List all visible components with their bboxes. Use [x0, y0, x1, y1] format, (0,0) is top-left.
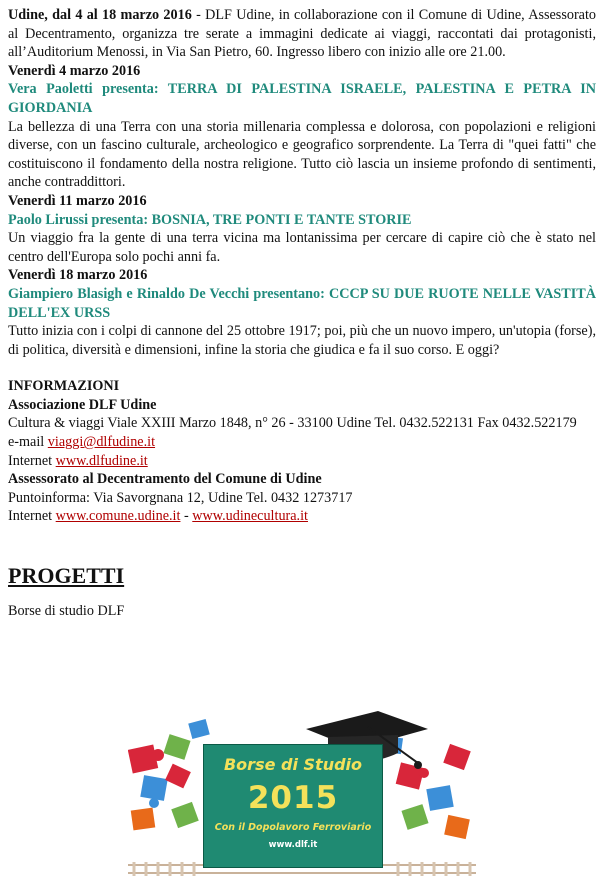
- comune-site-link[interactable]: www.comune.udine.it: [55, 508, 181, 525]
- event-3-title: Giampiero Blasigh e Rinaldo De Vecchi presentano: CCCP SU DUE RUOTE NELLE VASTITÀ DELL'EX URSS: [8, 285, 596, 321]
- intro-lead: Udine, dal 4 al 18 marzo 2016: [8, 7, 192, 23]
- intro-paragraph: [8, 6, 596, 62]
- org1-name: Associazione DLF Udine: [8, 396, 157, 413]
- event-1-title: Vera Paoletti presenta: TERRA DI PALESTINA ISRAELE, PALESTINA E PETRA IN GIORDANIA: [8, 81, 596, 116]
- event-2-date: Venerdì 11 marzo 2016: [8, 192, 147, 209]
- org2-name: Assessorato al Decentramento del Comune di Udine: [8, 471, 322, 488]
- email-label: e-mail: [8, 434, 48, 451]
- document-body: [8, 6, 596, 621]
- event-2-description: Un viaggio fra la gente di una terra vicina ma lontanissima per cercare di capire ciò che è stato nel centro dell'Europa solo pochi anni fa.: [8, 230, 596, 265]
- internet-label-1: Internet: [8, 452, 56, 469]
- borse-label: Borse di studio DLF: [8, 603, 125, 620]
- org1-address: Cultura & viaggi Viale XXIII Marzo 1848, n° 26 - 33100 Udine Tel. 0432.522131 Fax 0432.522179: [8, 415, 577, 432]
- event-2-title: Paolo Lirussi presenta: BOSNIA, TRE PONTI E TANTE STORIE: [8, 211, 412, 228]
- event-1-description: La bellezza di una Terra con una storia millenaria complessa e dolorosa, con popolazioni e religioni diverse, con un fascino culturale, archeologico e geografico sorprendente. La Terra di "quei fatti" che costituiscono il fondamento della nostra religione. Tutto ciò lascia un insieme profondo di sentimenti, anche contraddittori.: [8, 118, 596, 191]
- internet-label-2: Internet: [8, 508, 56, 525]
- card-url: www.dlf.it: [268, 840, 318, 850]
- card-year: 2015: [247, 780, 339, 816]
- card-title: Borse di Studio: [223, 755, 363, 774]
- dlf-site-link[interactable]: www.dlfudine.it: [55, 452, 148, 469]
- email-link[interactable]: viaggi@dlfudine.it: [47, 434, 156, 451]
- borse-di-studio-card: [203, 744, 383, 868]
- event-3-description: Tutto inizia con i colpi di cannone del 25 ottobre 1917; poi, più che un nuovo impero, un'utopia (forse), di politica, diversità e dimensioni, infine la storia che giudica e fa il suo corso. E oggi?: [8, 323, 596, 358]
- udinecultura-site-link[interactable]: www.udinecultura.it: [192, 508, 308, 525]
- info-heading: INFORMAZIONI: [8, 378, 120, 395]
- org2-address: Puntoinforma: Via Savorgnana 12, Udine Tel. 0432 1273717: [8, 489, 353, 506]
- event-1-date: Venerdì 4 marzo 2016: [8, 62, 141, 79]
- email-line: [8, 433, 596, 452]
- card-subtitle: Con il Dopolavoro Ferroviario: [214, 822, 372, 833]
- intro-text: - DLF Udine, in collaborazione con il Comune di Udine, Assessorato al Decentramento, organizza tre serate a immagini dedicate ai viaggi, raccontati dai protagonisti, all’Auditorium Menossi, in Via San Pietro, 60. Ingresso libero con inizio alle ore 21.00.: [8, 7, 597, 61]
- progetti-heading: PROGETTI: [8, 563, 125, 589]
- internet-line-2: [8, 507, 596, 526]
- link-separator: -: [180, 508, 193, 525]
- event-3-date: Venerdì 18 marzo 2016: [8, 267, 148, 284]
- internet-line-1: [8, 452, 596, 471]
